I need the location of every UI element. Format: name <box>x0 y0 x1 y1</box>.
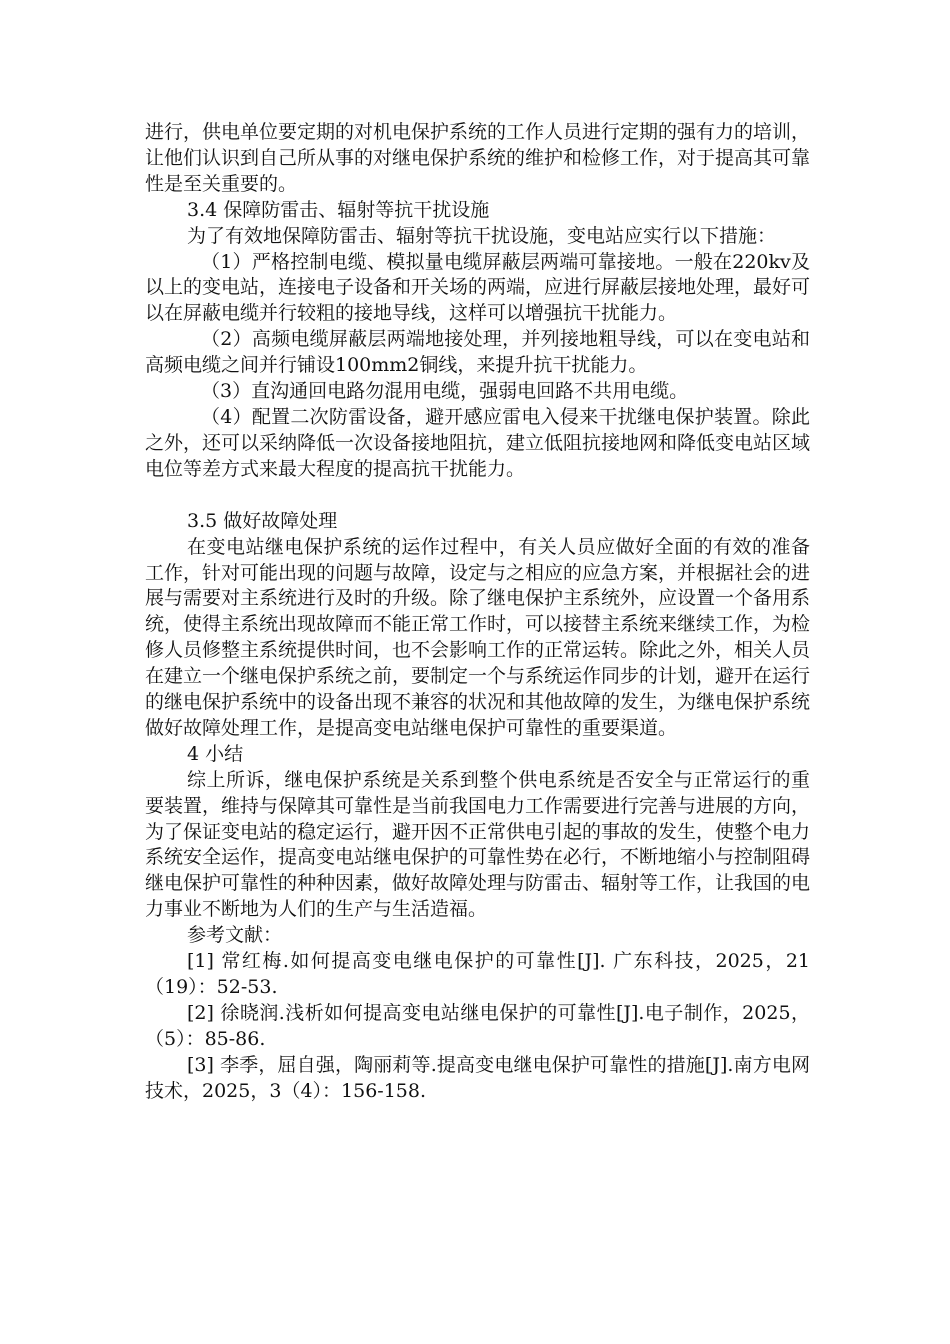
list-item-measure-2: （2）高频电缆屏蔽层两端地接处理，并列接地粗导线，可以在变电站和高频电缆之间并行铺设100mm2铜线，来提升抗干扰能力。 <box>145 328 810 377</box>
reference-item-1: [1] 常红梅.如何提高变电继电保护的可靠性[J]. 广东科技，2025，21（19）：52-53. <box>145 950 810 998</box>
paragraph-summary: 综上所诉，继电保护系统是关系到整个供电系统是否安全与正常运行的重要装置，维持与保障其可靠性是当前我国电力工作需要进行完善与进展的方向，为了保证变电站的稳定运行，避开因不正常供电引起的事故的发生，使整个电力系统安全运作，提高变电站继电保护的可靠性势在必行，不断地缩小与控制阻碍继电保护可靠性的种种因素，做好故障处理与防雷击、辐射等工作，让我国的电力事业不断地为人们的生产与生活造福。 <box>145 768 811 921</box>
section-heading-3-4: 3.4 保障防雷击、辐射等抗干扰设施 <box>187 198 490 221</box>
paragraph-measures-lead: 为了有效地保障防雷击、辐射等抗干扰设施，变电站应实行以下措施： <box>187 224 777 247</box>
references-heading: 参考文献： <box>187 924 283 947</box>
paragraph-fault-handling: 在变电站继电保护系统的运作过程中，有关人员应做好全面的有效的准备工作，针对可能出现的问题与故障，设定与之相应的应急方案，并根据社会的进展与需要对主系统进行及时的升级。除了继电保护主系统外，应设置一个备用系统，使得主系统出现故障而不能正常工作时，可以接替主系统来继续工作，为检修人员修整主系统提供时间，也不会影响工作的正常运转。除此之外，相关人员在建立一个继电保护系统之前，要制定一个与系统运作同步的计划，避开在运行的继电保护系统中的设备出现不兼容的状况和其他故障的发生，为继电保护系统做好故障处理工作，是提高变电站继电保护可靠性的重要渠道。 <box>145 535 811 739</box>
section-heading-4: 4 小结 <box>187 742 244 765</box>
list-item-measure-3: （3）直沟通回电路勿混用电缆，强弱电回路不共用电缆。 <box>201 380 689 403</box>
list-item-measure-4: （4）配置二次防雷设备，避开感应雷电入侵来干扰继电保护装置。除此之外，还可以采纳降低一次设备接地阻抗，建立低阻抗接地网和降低变电站区域电位等差方式来最大程度的提高抗干扰能力。 <box>145 405 811 480</box>
section-heading-3-5: 3.5 做好故障处理 <box>187 509 338 532</box>
reference-item-3: [3] 李季，屈自强，陶丽莉等.提高变电继电保护可靠性的措施[J].南方电网技术，2025，3（4）：156-158. <box>145 1053 810 1102</box>
reference-item-2: [2] 徐晓润.浅析如何提高变电站继电保护的可靠性[J].电子制作，2025，（5）：85-86. <box>145 1001 810 1050</box>
list-item-measure-1: （1）严格控制电缆、模拟量电缆屏蔽层两端可靠接地。一般在220kv及以上的变电站，连接电子设备和开关场的两端，应进行屏蔽层接地处理，最好可以在屏蔽电缆并行较粗的接地导线，这样可以增强抗干扰能力。 <box>145 250 811 325</box>
document-body <box>145 120 810 1105</box>
paragraph-training: 进行，供电单位要定期的对机电保护系统的工作人员进行定期的强有力的培训，让他们认识到自己所从事的对继电保护系统的维护和检修工作，对于提高其可靠性是至关重要的。 <box>145 121 811 195</box>
